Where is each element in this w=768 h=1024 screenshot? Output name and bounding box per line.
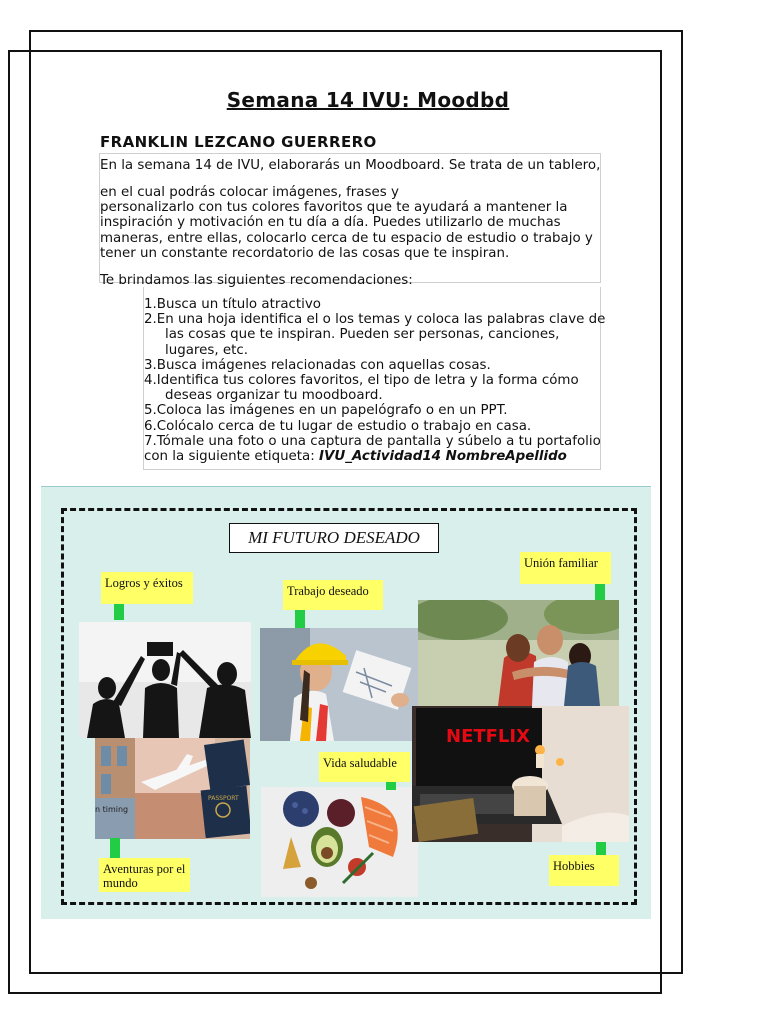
list-item: 1.Busca un título atractivo [144, 297, 321, 312]
recommendations-intro: Te brindamos las siguientes recomendaciones: [100, 273, 413, 288]
intro-line: inspiración y motivación en tu día a día. Puedes utilizarlo de muchas [100, 215, 561, 230]
note-achievements: Logros y éxitos [101, 572, 193, 604]
intro-line: En la semana 14 de IVU, elaborarás un Moodboard. Se trata de un tablero, [100, 158, 601, 173]
note-pin [595, 584, 605, 600]
note-pin [386, 782, 396, 790]
list-item: 5.Coloca las imágenes en un papelógrafo o en un PPT. [144, 403, 508, 419]
list-item: lugares, etc. [165, 342, 248, 358]
intro-line: en el cual podrás colocar imágenes, frases y [100, 185, 399, 200]
note-adventures: Aventuras por el mundo [99, 858, 190, 892]
family-hug-photo [418, 600, 619, 706]
note-pin [114, 604, 124, 620]
intro-line: tener un constante recordatorio de las cosas que te inspiran. [100, 246, 510, 261]
note-family-union: Unión familiar [520, 552, 611, 584]
hobbies-photo [412, 706, 629, 842]
passport-text: PASSPORT [208, 795, 239, 802]
note-healthy-life: Vida saludable [319, 752, 410, 782]
list-item: 7.Tómale una foto o una captura de pantalla y súbelo a tu portafolio [144, 433, 601, 449]
list-item: 6.Colócalo cerca de tu lugar de estudio o trabajo en casa. [144, 418, 532, 434]
submission-tag: IVU_Actividad14 NombreApellido [319, 449, 567, 465]
list-item: 4.Identifica tus colores favoritos, el tipo de letra y la forma cómo [144, 373, 579, 389]
note-hobbies: Hobbies [549, 855, 619, 886]
travel-photo [95, 738, 250, 839]
list-item: las cosas que te inspiran. Pueden ser personas, canciones, [165, 327, 560, 343]
achievements-photo [79, 622, 251, 738]
note-pin [596, 842, 606, 856]
document-title: Semana 14 IVU: Moodbd [226, 88, 510, 112]
author-name: FRANKLIN LEZCANO GUERRERO [100, 133, 377, 151]
note-desired-job: Trabajo deseado [283, 580, 383, 610]
list-item: deseas organizar tu moodboard. [165, 388, 383, 404]
note-pin [110, 838, 120, 860]
healthy-food-photo [261, 787, 418, 897]
intro-line: maneras, entre ellas, colocarlo cerca de tu espacio de estudio o trabajo y [100, 231, 593, 246]
construction-worker-photo [260, 628, 418, 741]
tag-label: con la siguiente etiqueta: [144, 449, 315, 465]
note-pin [295, 610, 305, 628]
list-item [144, 449, 605, 464]
list-item: 3.Busca imágenes relacionadas con aquellas cosas. [144, 357, 491, 373]
netflix-logo-text: NETFLIX [446, 726, 530, 747]
list-item: 2.En una hoja identifica el o los temas y coloca las palabras clave de [144, 312, 606, 328]
intro-line: personalizarlo con tus colores favoritos que te ayudará a mantener la [100, 200, 568, 215]
recommendations-list [144, 297, 605, 464]
moodboard-title: MI FUTURO DESEADO [229, 523, 439, 553]
travel-caption: n timing [95, 805, 129, 814]
